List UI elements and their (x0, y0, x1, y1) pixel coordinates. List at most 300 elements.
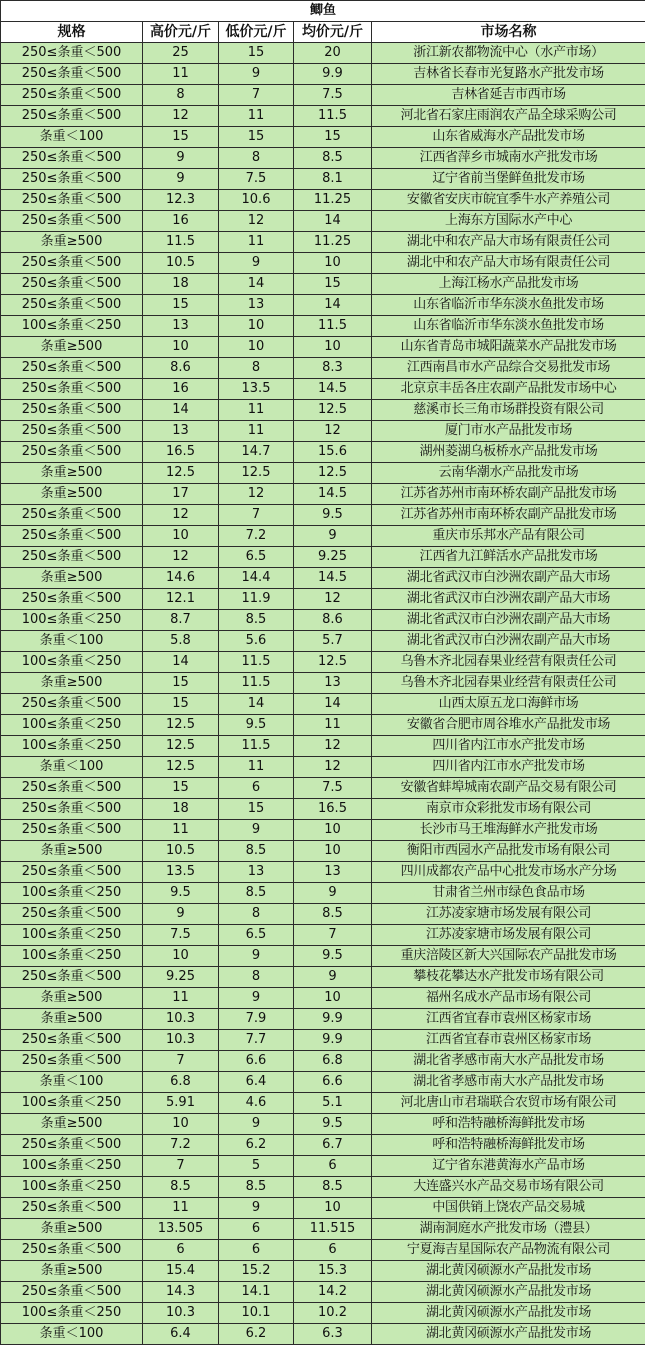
spec-cell: 100≤条重＜250 (1, 1177, 143, 1198)
high-price-cell: 9.25 (143, 967, 219, 988)
high-price-cell: 10 (143, 337, 219, 358)
high-price-cell: 8.5 (143, 1177, 219, 1198)
spec-cell: 250≤条重＜500 (1, 1198, 143, 1219)
spec-cell: 100≤条重＜250 (1, 715, 143, 736)
low-price-cell: 6.5 (219, 547, 294, 568)
table-row (1, 274, 645, 295)
market-name-cell: 中国供销上饶农产品交易城 (372, 1198, 645, 1219)
avg-price-cell: 14 (294, 694, 372, 715)
spec-cell: 条重≥500 (1, 1261, 143, 1282)
high-price-cell: 12 (143, 547, 219, 568)
table-row (1, 715, 645, 736)
low-price-cell: 6.5 (219, 925, 294, 946)
low-price-cell: 10 (219, 337, 294, 358)
table-row (1, 316, 645, 337)
table-row (1, 358, 645, 379)
low-price-cell: 6.2 (219, 1135, 294, 1156)
table-row (1, 295, 645, 316)
low-price-cell: 11.5 (219, 736, 294, 757)
low-price-cell: 14.7 (219, 442, 294, 463)
high-price-cell: 15 (143, 694, 219, 715)
low-price-cell: 5 (219, 1156, 294, 1177)
table-row (1, 526, 645, 547)
high-price-cell: 14 (143, 400, 219, 421)
spec-cell: 250≤条重＜500 (1, 1240, 143, 1261)
table-row (1, 841, 645, 862)
market-name-cell: 宁夏海吉星国际农产品物流有限公司 (372, 1240, 645, 1261)
high-price-cell: 12.5 (143, 757, 219, 778)
spec-cell: 250≤条重＜500 (1, 148, 143, 169)
market-name-cell: 山西太原五龙口海鲜市场 (372, 694, 645, 715)
table-row (1, 379, 645, 400)
low-price-cell: 11 (219, 421, 294, 442)
table-row (1, 1156, 645, 1177)
spec-cell: 250≤条重＜500 (1, 190, 143, 211)
table-row (1, 778, 645, 799)
low-price-cell: 11.5 (219, 652, 294, 673)
table-row (1, 610, 645, 631)
low-price-cell: 8.5 (219, 1177, 294, 1198)
market-name-cell: 浙江新农都物流中心（水产市场） (372, 43, 645, 64)
high-price-cell: 12.3 (143, 190, 219, 211)
table-row (1, 925, 645, 946)
avg-price-cell: 14.5 (294, 379, 372, 400)
low-price-cell: 6.2 (219, 1324, 294, 1345)
table-row (1, 589, 645, 610)
low-price-cell: 10.6 (219, 190, 294, 211)
low-price-cell: 15 (219, 43, 294, 64)
low-price-cell: 11 (219, 757, 294, 778)
spec-cell: 250≤条重＜500 (1, 547, 143, 568)
high-price-cell: 14.3 (143, 1282, 219, 1303)
high-price-cell: 16 (143, 211, 219, 232)
low-price-cell: 9 (219, 64, 294, 85)
high-price-cell: 10 (143, 1114, 219, 1135)
market-name-cell: 长沙市马王堆海鲜水产批发市场 (372, 820, 645, 841)
avg-price-cell: 14 (294, 211, 372, 232)
high-price-cell: 10.3 (143, 1303, 219, 1324)
spec-cell: 250≤条重＜500 (1, 820, 143, 841)
table-row (1, 1009, 645, 1030)
table-row (1, 505, 645, 526)
avg-price-cell: 12.5 (294, 652, 372, 673)
avg-price-cell: 8.5 (294, 904, 372, 925)
low-price-cell: 6.6 (219, 1051, 294, 1072)
high-price-cell: 5.91 (143, 1093, 219, 1114)
avg-price-cell: 8.6 (294, 610, 372, 631)
market-name-cell: 江西省萍乡市城南水产批发市场 (372, 148, 645, 169)
table-row (1, 1051, 645, 1072)
avg-price-cell: 16.5 (294, 799, 372, 820)
table-row (1, 1135, 645, 1156)
spec-cell: 条重≥500 (1, 484, 143, 505)
table-row (1, 127, 645, 148)
avg-price-cell: 5.1 (294, 1093, 372, 1114)
spec-cell: 条重≥500 (1, 568, 143, 589)
low-price-cell: 15 (219, 127, 294, 148)
avg-price-cell: 11.5 (294, 106, 372, 127)
spec-cell: 250≤条重＜500 (1, 85, 143, 106)
avg-price-cell: 15 (294, 274, 372, 295)
spec-cell: 100≤条重＜250 (1, 1156, 143, 1177)
market-name-cell: 江苏凌家塘市场发展有限公司 (372, 904, 645, 925)
high-price-cell: 6 (143, 1240, 219, 1261)
table-row (1, 631, 645, 652)
market-name-cell: 吉林省长春市光复路水产批发市场 (372, 64, 645, 85)
spec-cell: 条重＜100 (1, 127, 143, 148)
high-price-cell: 10.5 (143, 253, 219, 274)
avg-price-cell: 6 (294, 1156, 372, 1177)
market-name-cell: 呼和浩特融桥海鲜批发市场 (372, 1135, 645, 1156)
low-price-cell: 8 (219, 358, 294, 379)
avg-price-cell: 8.5 (294, 148, 372, 169)
market-name-cell: 安徽省合肥市周谷堆水产品批发市场 (372, 715, 645, 736)
low-price-cell: 14.4 (219, 568, 294, 589)
market-name-cell: 厦门市水产品批发市场 (372, 421, 645, 442)
table-row (1, 106, 645, 127)
market-name-cell: 上海东方国际水产中心 (372, 211, 645, 232)
market-name-cell: 安徽省蚌埠城南农副产品交易有限公司 (372, 778, 645, 799)
spec-cell: 250≤条重＜500 (1, 274, 143, 295)
market-name-cell: 乌鲁木齐北园春果业经营有限责任公司 (372, 673, 645, 694)
market-name-cell: 江西省九江鲜活水产品批发市场 (372, 547, 645, 568)
market-name-cell: 呼和浩特融桥海鲜批发市场 (372, 1114, 645, 1135)
avg-price-cell: 9.5 (294, 946, 372, 967)
avg-price-cell: 13 (294, 862, 372, 883)
spec-cell: 250≤条重＜500 (1, 799, 143, 820)
table-row (1, 694, 645, 715)
low-price-cell: 15 (219, 799, 294, 820)
low-price-cell: 8 (219, 148, 294, 169)
market-name-cell: 湖北省武汉市白沙洲农副产品大市场 (372, 610, 645, 631)
low-price-cell: 12 (219, 484, 294, 505)
high-price-cell: 11.5 (143, 232, 219, 253)
spec-cell: 250≤条重＜500 (1, 862, 143, 883)
low-price-cell: 5.6 (219, 631, 294, 652)
table-row (1, 883, 645, 904)
high-price-cell: 12.5 (143, 715, 219, 736)
low-price-cell: 9 (219, 1198, 294, 1219)
low-price-cell: 7.9 (219, 1009, 294, 1030)
avg-price-cell: 11.515 (294, 1219, 372, 1240)
header-spec: 规格 (1, 22, 143, 43)
high-price-cell: 6.4 (143, 1324, 219, 1345)
market-name-cell: 山东省威海水产品批发市场 (372, 127, 645, 148)
avg-price-cell: 7.5 (294, 85, 372, 106)
spec-cell: 100≤条重＜250 (1, 610, 143, 631)
spec-cell: 100≤条重＜250 (1, 316, 143, 337)
market-name-cell: 南京市众彩批发市场有限公司 (372, 799, 645, 820)
high-price-cell: 12 (143, 106, 219, 127)
high-price-cell: 10.3 (143, 1009, 219, 1030)
low-price-cell: 11 (219, 106, 294, 127)
table-row (1, 568, 645, 589)
low-price-cell: 8 (219, 904, 294, 925)
spec-cell: 条重≥500 (1, 1009, 143, 1030)
high-price-cell: 11 (143, 1198, 219, 1219)
low-price-cell: 14.1 (219, 1282, 294, 1303)
spec-cell: 250≤条重＜500 (1, 379, 143, 400)
header-market-name: 市场名称 (372, 22, 645, 43)
market-name-cell: 湖北黄冈硕源水产品批发市场 (372, 1303, 645, 1324)
spec-cell: 100≤条重＜250 (1, 883, 143, 904)
market-name-cell: 云南华潮水产品批发市场 (372, 463, 645, 484)
market-name-cell: 吉林省延吉市西市场 (372, 85, 645, 106)
market-name-cell: 甘肃省兰州市绿色食品市场 (372, 883, 645, 904)
table-row (1, 421, 645, 442)
avg-price-cell: 14 (294, 295, 372, 316)
market-name-cell: 河北省石家庄雨润农产品全球采购公司 (372, 106, 645, 127)
table-row (1, 1177, 645, 1198)
high-price-cell: 8 (143, 85, 219, 106)
low-price-cell: 9 (219, 820, 294, 841)
low-price-cell: 8.5 (219, 841, 294, 862)
low-price-cell: 8 (219, 967, 294, 988)
table-body (1, 43, 645, 1345)
low-price-cell: 11.5 (219, 673, 294, 694)
table-row (1, 1030, 645, 1051)
table-row (1, 799, 645, 820)
high-price-cell: 11 (143, 64, 219, 85)
market-name-cell: 江西南昌市水产品综合交易批发市场 (372, 358, 645, 379)
low-price-cell: 13.5 (219, 379, 294, 400)
low-price-cell: 8.5 (219, 883, 294, 904)
low-price-cell: 7 (219, 85, 294, 106)
spec-cell: 250≤条重＜500 (1, 1135, 143, 1156)
table-row (1, 652, 645, 673)
avg-price-cell: 10 (294, 1198, 372, 1219)
high-price-cell: 9 (143, 169, 219, 190)
spec-cell: 250≤条重＜500 (1, 400, 143, 421)
avg-price-cell: 9.5 (294, 1114, 372, 1135)
market-name-cell: 湖北中和农产品大市场有限责任公司 (372, 232, 645, 253)
avg-price-cell: 9.9 (294, 64, 372, 85)
high-price-cell: 16 (143, 379, 219, 400)
avg-price-cell: 5.7 (294, 631, 372, 652)
market-name-cell: 湖北黄冈硕源水产品批发市场 (372, 1324, 645, 1345)
avg-price-cell: 12 (294, 589, 372, 610)
market-name-cell: 四川省内江市水产批发市场 (372, 736, 645, 757)
spec-cell: 250≤条重＜500 (1, 589, 143, 610)
high-price-cell: 12.1 (143, 589, 219, 610)
table-row (1, 736, 645, 757)
high-price-cell: 7.5 (143, 925, 219, 946)
table-row (1, 43, 645, 64)
table-row (1, 820, 645, 841)
high-price-cell: 7.2 (143, 1135, 219, 1156)
avg-price-cell: 9 (294, 526, 372, 547)
spec-cell: 条重＜100 (1, 631, 143, 652)
market-name-cell: 湖州菱湖乌板桥水产品批发市场 (372, 442, 645, 463)
header-high-price: 高价元/斤 (143, 22, 219, 43)
table-row (1, 1282, 645, 1303)
table-row (1, 967, 645, 988)
low-price-cell: 11 (219, 232, 294, 253)
spec-cell: 100≤条重＜250 (1, 1093, 143, 1114)
spec-cell: 100≤条重＜250 (1, 1303, 143, 1324)
low-price-cell: 14 (219, 694, 294, 715)
spec-cell: 条重≥500 (1, 988, 143, 1009)
low-price-cell: 15.2 (219, 1261, 294, 1282)
table-row (1, 988, 645, 1009)
table-row (1, 946, 645, 967)
spec-cell: 250≤条重＜500 (1, 421, 143, 442)
table-title: 鲫鱼 (1, 1, 645, 22)
high-price-cell: 15 (143, 295, 219, 316)
spec-cell: 条重≥500 (1, 1114, 143, 1135)
avg-price-cell: 7.5 (294, 778, 372, 799)
spec-cell: 250≤条重＜500 (1, 778, 143, 799)
low-price-cell: 13 (219, 862, 294, 883)
table-row (1, 232, 645, 253)
market-name-cell: 湖北黄冈硕源水产品批发市场 (372, 1261, 645, 1282)
spec-cell: 250≤条重＜500 (1, 211, 143, 232)
low-price-cell: 11 (219, 400, 294, 421)
low-price-cell: 9 (219, 253, 294, 274)
table-row (1, 1198, 645, 1219)
spec-cell: 条重＜100 (1, 1324, 143, 1345)
high-price-cell: 17 (143, 484, 219, 505)
avg-price-cell: 6.7 (294, 1135, 372, 1156)
table-row (1, 1114, 645, 1135)
market-name-cell: 慈溪市长三角市场群投资有限公司 (372, 400, 645, 421)
avg-price-cell: 10 (294, 820, 372, 841)
spec-cell: 条重≥500 (1, 841, 143, 862)
avg-price-cell: 6.6 (294, 1072, 372, 1093)
spec-cell: 250≤条重＜500 (1, 43, 143, 64)
avg-price-cell: 12 (294, 757, 372, 778)
avg-price-cell: 15 (294, 127, 372, 148)
avg-price-cell: 9.9 (294, 1030, 372, 1051)
market-name-cell: 湖北黄冈硕源水产品批发市场 (372, 1282, 645, 1303)
low-price-cell: 6 (219, 1240, 294, 1261)
table-row (1, 337, 645, 358)
avg-price-cell: 14.5 (294, 484, 372, 505)
avg-price-cell: 12.5 (294, 463, 372, 484)
market-name-cell: 攀枝花攀达水产批发市场有限公司 (372, 967, 645, 988)
avg-price-cell: 12.5 (294, 400, 372, 421)
avg-price-cell: 15.3 (294, 1261, 372, 1282)
table-row (1, 673, 645, 694)
low-price-cell: 4.6 (219, 1093, 294, 1114)
spec-cell: 条重≥500 (1, 337, 143, 358)
avg-price-cell: 14.5 (294, 568, 372, 589)
table-row (1, 253, 645, 274)
market-name-cell: 湖北省武汉市白沙洲农副产品大市场 (372, 631, 645, 652)
high-price-cell: 16.5 (143, 442, 219, 463)
spec-cell: 250≤条重＜500 (1, 64, 143, 85)
high-price-cell: 13 (143, 421, 219, 442)
low-price-cell: 7.5 (219, 169, 294, 190)
title-row (1, 1, 645, 22)
low-price-cell: 14 (219, 274, 294, 295)
table-row (1, 442, 645, 463)
avg-price-cell: 11.5 (294, 316, 372, 337)
low-price-cell: 9 (219, 946, 294, 967)
spec-cell: 250≤条重＜500 (1, 505, 143, 526)
high-price-cell: 10 (143, 946, 219, 967)
avg-price-cell: 14.2 (294, 1282, 372, 1303)
low-price-cell: 13 (219, 295, 294, 316)
header-low-price: 低价元/斤 (219, 22, 294, 43)
low-price-cell: 11.9 (219, 589, 294, 610)
spec-cell: 250≤条重＜500 (1, 1051, 143, 1072)
high-price-cell: 14 (143, 652, 219, 673)
avg-price-cell: 9.5 (294, 505, 372, 526)
spec-cell: 250≤条重＜500 (1, 1030, 143, 1051)
spec-cell: 250≤条重＜500 (1, 295, 143, 316)
market-name-cell: 湖南洞庭水产批发市场（澧县） (372, 1219, 645, 1240)
header-avg-price: 均价元/斤 (294, 22, 372, 43)
table-row (1, 463, 645, 484)
market-name-cell: 江苏省苏州市南环桥农副产品批发市场 (372, 484, 645, 505)
high-price-cell: 9 (143, 148, 219, 169)
low-price-cell: 6 (219, 778, 294, 799)
table-row (1, 1219, 645, 1240)
table-row (1, 1261, 645, 1282)
market-name-cell: 山东省临沂市华东淡水鱼批发市场 (372, 295, 645, 316)
spec-cell: 250≤条重＜500 (1, 694, 143, 715)
spec-cell: 100≤条重＜250 (1, 946, 143, 967)
market-name-cell: 重庆涪陵区新大兴国际农产品批发市场 (372, 946, 645, 967)
spec-cell: 100≤条重＜250 (1, 652, 143, 673)
spec-cell: 250≤条重＜500 (1, 904, 143, 925)
market-name-cell: 山东省青岛市城阳蔬菜水产品批发市场 (372, 337, 645, 358)
high-price-cell: 7 (143, 1156, 219, 1177)
table-row (1, 64, 645, 85)
market-name-cell: 安徽省安庆市皖宜季牛水产养殖公司 (372, 190, 645, 211)
market-name-cell: 湖北中和农产品大市场有限责任公司 (372, 253, 645, 274)
high-price-cell: 10.5 (143, 841, 219, 862)
avg-price-cell: 8.1 (294, 169, 372, 190)
avg-price-cell: 9.25 (294, 547, 372, 568)
high-price-cell: 15 (143, 127, 219, 148)
high-price-cell: 11 (143, 820, 219, 841)
high-price-cell: 15.4 (143, 1261, 219, 1282)
avg-price-cell: 10 (294, 988, 372, 1009)
table-row (1, 211, 645, 232)
avg-price-cell: 6.3 (294, 1324, 372, 1345)
high-price-cell: 8.6 (143, 358, 219, 379)
spec-cell: 条重≥500 (1, 673, 143, 694)
low-price-cell: 9.5 (219, 715, 294, 736)
avg-price-cell: 9 (294, 967, 372, 988)
low-price-cell: 10 (219, 316, 294, 337)
market-name-cell: 辽宁省前当堡鲜鱼批发市场 (372, 169, 645, 190)
low-price-cell: 10.1 (219, 1303, 294, 1324)
table-row (1, 169, 645, 190)
avg-price-cell: 8.5 (294, 1177, 372, 1198)
avg-price-cell: 6.8 (294, 1051, 372, 1072)
avg-price-cell: 20 (294, 43, 372, 64)
high-price-cell: 8.7 (143, 610, 219, 631)
avg-price-cell: 11.25 (294, 232, 372, 253)
avg-price-cell: 6 (294, 1240, 372, 1261)
high-price-cell: 11 (143, 988, 219, 1009)
high-price-cell: 5.8 (143, 631, 219, 652)
high-price-cell: 12 (143, 505, 219, 526)
avg-price-cell: 7 (294, 925, 372, 946)
high-price-cell: 14.6 (143, 568, 219, 589)
high-price-cell: 13.505 (143, 1219, 219, 1240)
market-name-cell: 湖北省孝感市南大水产品批发市场 (372, 1072, 645, 1093)
market-name-cell: 上海江杨水产品批发市场 (372, 274, 645, 295)
table-row (1, 904, 645, 925)
avg-price-cell: 9.9 (294, 1009, 372, 1030)
low-price-cell: 9 (219, 988, 294, 1009)
high-price-cell: 9 (143, 904, 219, 925)
high-price-cell: 9.5 (143, 883, 219, 904)
